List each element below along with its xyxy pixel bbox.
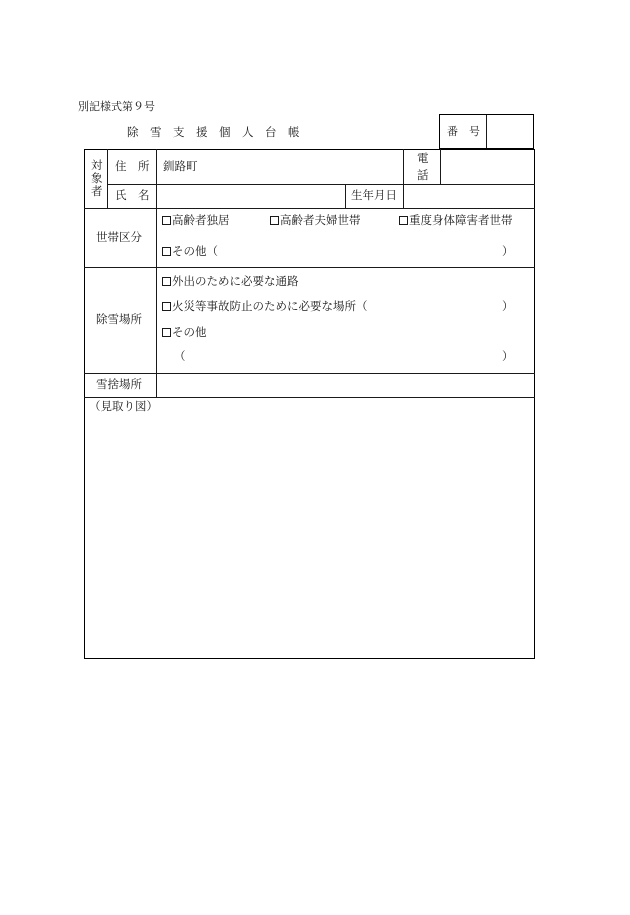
household-option-3[interactable]: 重度身体障害者世帯 — [399, 215, 513, 227]
number-field[interactable] — [494, 126, 530, 140]
dump-site-field[interactable] — [162, 379, 528, 393]
target-label-1: 対 — [91, 158, 103, 172]
household-option-2[interactable]: 高齢者夫婦世帯 — [270, 215, 361, 227]
snow-option-3[interactable]: その他 — [162, 327, 207, 339]
checkbox-icon[interactable] — [162, 247, 171, 256]
household-option-1[interactable]: 高齢者独居 — [162, 215, 230, 227]
phone-field[interactable] — [446, 161, 530, 175]
snow-other-open-paren: （ — [174, 349, 186, 363]
dump-site-label: 雪捨場所 — [96, 377, 142, 391]
snow-option-1[interactable]: 外出のために必要な通路 — [162, 276, 299, 288]
checkbox-icon[interactable] — [162, 328, 171, 337]
target-label-3: 者 — [91, 184, 103, 198]
checkbox-icon[interactable] — [270, 216, 279, 225]
sketch-label: （見取り図） — [89, 399, 158, 413]
checkbox-icon[interactable] — [162, 302, 171, 311]
snow-option-2[interactable]: 火災等事故防止のために必要な場所（ — [162, 301, 368, 313]
household-other[interactable]: その他（ — [162, 246, 218, 258]
snow-other-close-paren: ） — [502, 349, 514, 363]
address-field[interactable]: 釧路町 — [163, 159, 198, 173]
name-field[interactable] — [162, 190, 340, 204]
snow-option-2-close-paren: ） — [502, 299, 514, 313]
phone-label-1: 電 — [417, 151, 429, 165]
address-label: 住 所 — [115, 159, 150, 173]
snow-removal-label: 除雪場所 — [96, 312, 142, 326]
birthdate-label: 生年月日 — [351, 188, 397, 202]
number-label: 番 号 — [447, 125, 480, 138]
birthdate-field[interactable] — [409, 190, 529, 204]
phone-label-2: 話 — [417, 168, 429, 182]
sketch-area[interactable] — [90, 418, 530, 653]
number-box — [439, 114, 534, 149]
household-other-close-paren: ） — [502, 244, 514, 258]
household-label: 世帯区分 — [96, 230, 142, 244]
name-label: 氏 名 — [115, 188, 150, 202]
checkbox-icon[interactable] — [162, 216, 171, 225]
target-label-2: 象 — [91, 171, 103, 185]
form-title: 除 雪 支 援 個 人 台 帳 — [127, 125, 300, 139]
checkbox-icon[interactable] — [162, 277, 171, 286]
checkbox-icon[interactable] — [399, 216, 408, 225]
form-id: 別記様式第９号 — [78, 100, 155, 113]
